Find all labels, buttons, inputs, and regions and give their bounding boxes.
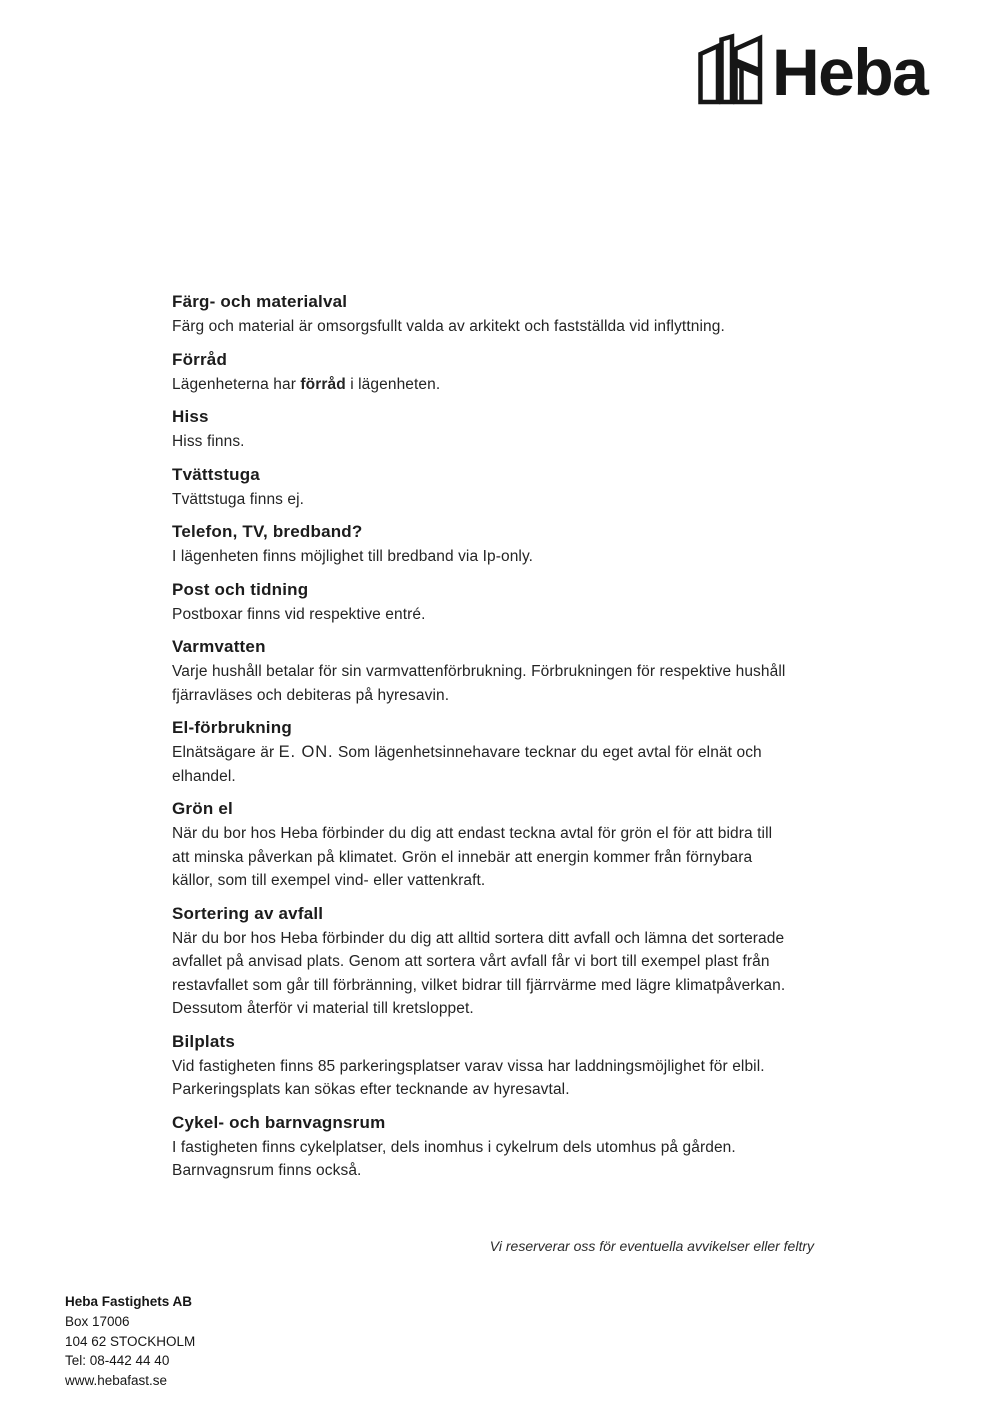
paragraph-line: Varje hushåll betalar för sin varmvattenförbrukning. Förbrukningen för respektive hushåll bbox=[172, 663, 786, 680]
disclaimer-note: Vi reserverar oss för eventuella avvikelser eller feltry bbox=[489, 1238, 814, 1254]
section-paragraph bbox=[172, 545, 842, 569]
section-paragraph bbox=[172, 315, 842, 339]
logo-wordmark: Heba bbox=[772, 35, 928, 109]
section-paragraph bbox=[172, 1055, 842, 1102]
paragraph-line: elhandel. bbox=[172, 767, 236, 785]
paragraph-line: källor, som till exempel vind- eller vattenkraft. bbox=[172, 872, 486, 889]
paragraph-line: Hiss finns. bbox=[172, 433, 245, 450]
paragraph-line: Dessutom återför vi material till kretsloppet. bbox=[172, 1000, 474, 1017]
section-heading: Hiss bbox=[172, 407, 209, 426]
footer-address-block bbox=[65, 1292, 195, 1391]
section-paragraph bbox=[172, 927, 842, 1021]
paragraph-line: restavfallet som går till förbränning, vilket bidrar till fjärrvärme med lägre klimatpåverkan. bbox=[172, 976, 786, 994]
info-section bbox=[172, 634, 842, 707]
section-heading: Varmvatten bbox=[172, 637, 266, 656]
info-section bbox=[172, 1110, 842, 1183]
section-heading: Bilplats bbox=[172, 1031, 236, 1051]
section-heading: Cykel- och barnvagnsrum bbox=[172, 1112, 386, 1132]
section-heading: Sortering av avfall bbox=[172, 903, 324, 923]
section-heading: Grön el bbox=[172, 799, 233, 818]
section-heading: Färg- och materialval bbox=[172, 292, 348, 311]
info-section bbox=[172, 715, 842, 788]
paragraph-line: Tvättstuga finns ej. bbox=[172, 490, 305, 508]
paragraph-line: fjärravläses och debiteras på hyresavin. bbox=[172, 686, 450, 704]
paragraph-line: När du bor hos Heba förbinder du dig att alltid sortera ditt avfall och lämna det sorterade bbox=[172, 929, 785, 947]
section-heading: Post och tidning bbox=[172, 579, 309, 599]
section-paragraph bbox=[172, 488, 842, 512]
info-section bbox=[172, 462, 842, 512]
section-heading: Telefon, TV, bredband? bbox=[172, 522, 363, 541]
info-section bbox=[172, 347, 842, 397]
paragraph-line: I lägenheten finns möjlighet till bredband via Ip-only. bbox=[172, 548, 534, 565]
paragraph-line: I fastigheten finns cykelplatser, dels inomhus i cykelrum dels utomhus på gården. bbox=[172, 1138, 736, 1156]
paragraph-line: Vid fastigheten finns 85 parkeringsplatser varav vissa har laddningsmöjlighet för elbil. bbox=[172, 1057, 765, 1075]
footer-line: Tel: 08-442 44 40 bbox=[65, 1353, 170, 1369]
paragraph-line: Barnvagnsrum finns också. bbox=[172, 1162, 362, 1179]
info-section bbox=[172, 519, 842, 569]
section-paragraph bbox=[172, 660, 842, 707]
info-section bbox=[172, 577, 842, 627]
footer-line: www.hebafast.se bbox=[65, 1373, 168, 1389]
info-sections bbox=[172, 289, 842, 1191]
info-section bbox=[172, 289, 842, 339]
footer-company-name: Heba Fastighets AB bbox=[65, 1294, 193, 1309]
heba-buildings-icon bbox=[697, 33, 763, 105]
section-heading: Förråd bbox=[172, 349, 228, 369]
footer-line: Box 17006 bbox=[65, 1313, 130, 1329]
section-paragraph bbox=[172, 741, 842, 788]
heba-logo bbox=[697, 33, 928, 109]
info-section bbox=[172, 901, 842, 1021]
section-paragraph bbox=[172, 1136, 842, 1183]
paragraph-line: att minska påverkan på klimatet. Grön el innebär att energin kommer från förnybara bbox=[172, 848, 753, 866]
section-paragraph bbox=[172, 373, 842, 397]
section-heading: Tvättstuga bbox=[172, 464, 260, 484]
paragraph-line: avfallet på anvisad plats. Genom att sortera vårt avfall får vi bort till exempel plast från bbox=[172, 953, 770, 970]
paragraph-line: Färg och material är omsorgsfullt valda av arkitekt och fastställda vid inflyttning. bbox=[172, 318, 725, 335]
section-paragraph bbox=[172, 822, 842, 893]
footer-line: 104 62 STOCKHOLM bbox=[65, 1333, 196, 1349]
section-paragraph bbox=[172, 603, 842, 627]
paragraph-line: Postboxar finns vid respektive entré. bbox=[172, 605, 426, 623]
info-section bbox=[172, 796, 842, 893]
info-section bbox=[172, 1029, 842, 1102]
section-heading: El-förbrukning bbox=[172, 718, 292, 737]
footer-lines bbox=[65, 1312, 195, 1391]
section-paragraph bbox=[172, 430, 842, 454]
info-section bbox=[172, 404, 842, 454]
paragraph-line: Lägenheterna har förråd i lägenheten. bbox=[172, 375, 441, 393]
paragraph-line: Elnätsägare är E. ON. Som lägenhetsinnehavare tecknar du eget avtal för elnät och bbox=[172, 743, 762, 761]
paragraph-line: När du bor hos Heba förbinder du dig att endast teckna avtal för grön el för att bidra till bbox=[172, 825, 773, 842]
paragraph-line: Parkeringsplats kan sökas efter tecknande av hyresavtal. bbox=[172, 1081, 570, 1098]
